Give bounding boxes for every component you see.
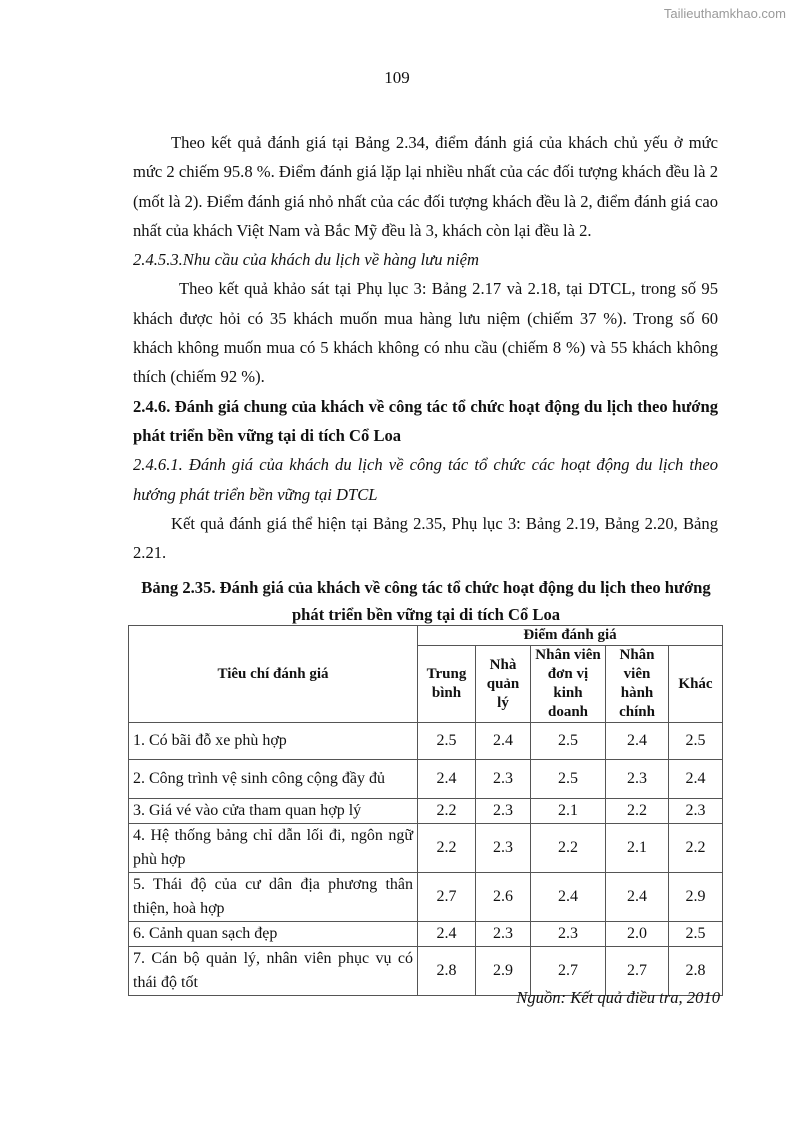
criteria-cell: 3. Giá vé vào cửa tham quan hợp lý xyxy=(129,799,418,824)
table-row xyxy=(129,873,723,922)
table-row xyxy=(129,760,723,799)
score-cell: 2.5 xyxy=(418,723,476,760)
score-cell: 2.0 xyxy=(606,922,669,947)
criteria-cell: 1. Có bãi đỗ xe phù hợp xyxy=(129,723,418,760)
column-header: Nhà quản lý xyxy=(476,646,531,723)
score-cell: 2.2 xyxy=(418,799,476,824)
score-cell: 2.4 xyxy=(476,723,531,760)
table-row xyxy=(129,799,723,824)
score-cell: 2.3 xyxy=(476,824,531,873)
score-cell: 2.2 xyxy=(531,824,606,873)
table-source: Nguồn: Kết quả điều tra, 2010 xyxy=(516,988,720,1007)
group-header: Điểm đánh giá xyxy=(418,626,723,646)
subsection-heading: 2.4.5.3.Nhu cầu của khách du lịch về hàng lưu niệm xyxy=(133,250,479,270)
subsection-heading: 2.4.6.1. Đánh giá của khách du lịch về công tác tổ chức các hoạt động du lịch theo hướng phát triển bền vững tại DTCL xyxy=(133,455,718,504)
score-cell: 2.3 xyxy=(669,799,723,824)
score-cell: 2.5 xyxy=(669,723,723,760)
criteria-cell: 4. Hệ thống bảng chỉ dẫn lối đi, ngôn ngữ phù hợp xyxy=(129,824,418,873)
score-cell: 2.3 xyxy=(476,760,531,799)
document-body xyxy=(133,128,718,567)
score-cell: 2.3 xyxy=(476,799,531,824)
criteria-cell: 6. Cảnh quan sạch đẹp xyxy=(129,922,418,947)
score-cell: 2.3 xyxy=(531,922,606,947)
score-cell: 2.8 xyxy=(669,947,723,996)
score-cell: 2.1 xyxy=(606,824,669,873)
table-row xyxy=(129,824,723,873)
evaluation-table xyxy=(128,625,723,996)
paragraph: Kết quả đánh giá thể hiện tại Bảng 2.35, Phụ lục 3: Bảng 2.19, Bảng 2.20, Bảng 2.21. xyxy=(133,513,718,563)
criteria-cell: 5. Thái độ của cư dân địa phương thân thiện, hoà hợp xyxy=(129,873,418,922)
column-header: Trung bình xyxy=(418,646,476,723)
criteria-cell: 2. Công trình vệ sinh công cộng đầy đủ xyxy=(129,760,418,799)
score-cell: 2.2 xyxy=(669,824,723,873)
table-caption: Bảng 2.35. Đánh giá của khách về công tác tổ chức hoạt động du lịch theo hướng phát triển bền vững tại di tích Cổ Loa xyxy=(141,578,711,624)
column-header: Khác xyxy=(669,646,723,723)
score-cell: 2.5 xyxy=(531,723,606,760)
score-cell: 2.9 xyxy=(669,873,723,922)
score-cell: 2.6 xyxy=(476,873,531,922)
column-header: Nhân viên hành chính xyxy=(606,646,669,723)
table-row xyxy=(129,723,723,760)
paragraph: Theo kết quả đánh giá tại Bảng 2.34, điểm đánh giá của khách chủ yếu ở mức mức 2 chiếm 95.8 %. Điểm đánh giá lặp lại nhiều nhất của các đối tượng khách đều là 2 (mốt là 2). Điểm đánh giá nhỏ nhất của các đối tượng khách đều là 2, điểm đánh giá cao nhất của khách Việt Nam và Bắc Mỹ đều là 3, khách còn lại đều là 2. xyxy=(133,133,718,240)
section-heading: 2.4.6. Đánh giá chung của khách về công tác tổ chức hoạt động du lịch theo hướng phát triển bền vững tại di tích Cổ Loa xyxy=(133,396,718,445)
score-cell: 2.4 xyxy=(606,873,669,922)
score-cell: 2.2 xyxy=(606,799,669,824)
score-cell: 2.7 xyxy=(531,947,606,996)
watermark: Tailieuthamkhao.com xyxy=(663,6,786,21)
criteria-cell: 7. Cán bộ quản lý, nhân viên phục vụ có thái độ tốt xyxy=(129,947,418,996)
score-cell: 2.4 xyxy=(606,723,669,760)
score-cell: 2.7 xyxy=(606,947,669,996)
page-number: 109 xyxy=(384,68,410,87)
score-cell: 2.3 xyxy=(476,922,531,947)
score-cell: 2.4 xyxy=(531,873,606,922)
score-cell: 2.4 xyxy=(669,760,723,799)
score-cell: 2.8 xyxy=(418,947,476,996)
score-cell: 2.2 xyxy=(418,824,476,873)
score-cell: 2.7 xyxy=(418,873,476,922)
score-cell: 2.4 xyxy=(418,922,476,947)
score-cell: 2.3 xyxy=(606,760,669,799)
paragraph: Theo kết quả khảo sát tại Phụ lục 3: Bảng 2.17 và 2.18, tại DTCL, trong số 95 khách được hỏi có 35 khách muốn mua hàng lưu niệm (chiếm 37 %). Trong số 60 khách không muốn mua có 5 khách không có nhu cầu (chiếm 8 %) và 55 khách không thích (chiếm 92 %). xyxy=(133,279,718,387)
criteria-header: Tiêu chí đánh giá xyxy=(129,626,418,723)
table-row xyxy=(129,922,723,947)
score-cell: 2.9 xyxy=(476,947,531,996)
score-cell: 2.1 xyxy=(531,799,606,824)
score-cell: 2.5 xyxy=(531,760,606,799)
score-cell: 2.5 xyxy=(669,922,723,947)
column-header: Nhân viên đơn vị kinh doanh xyxy=(531,646,606,723)
score-cell: 2.4 xyxy=(418,760,476,799)
